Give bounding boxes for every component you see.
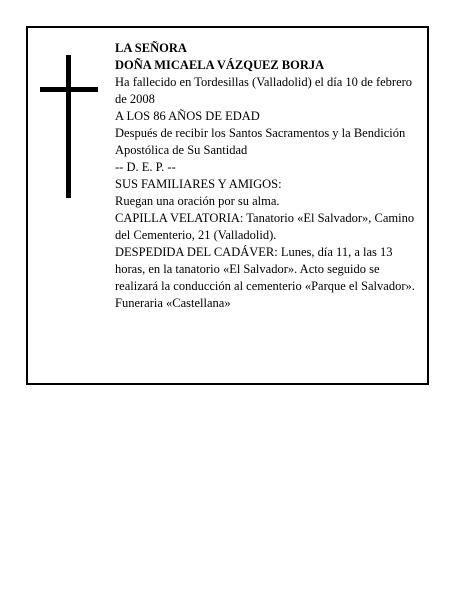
dep-line: -- D. E. P. -- — [115, 160, 176, 174]
cross-horizontal-bar — [40, 87, 98, 92]
funeral-home-line: Funeraria «Castellana» — [115, 296, 231, 310]
prayer-line: Ruegan una oración por su alma. — [115, 194, 280, 208]
cross-vertical-bar — [66, 55, 71, 198]
chapel-line: CAPILLA VELATORIA: Tanatorio «El Salvador», Camino del Cementerio, 21 (Valladolid). — [115, 211, 415, 242]
age-line: A LOS 86 AÑOS DE EDAD — [115, 109, 260, 123]
notice-title-line-1: LA SEÑORA — [115, 41, 187, 55]
farewell-line: DESPEDIDA DEL CADÁVER: Lunes, día 11, a las 13 horas, en la tanatorio «El Salvador». Acto seguido se realizará la conducción al cementerio «Parque el Salvador». — [115, 245, 415, 293]
notice-text — [115, 40, 421, 312]
latin-cross-icon — [40, 55, 98, 198]
family-line: SUS FAMILIARES Y AMIGOS: — [115, 177, 282, 191]
obituary-notice — [26, 26, 429, 385]
deceased-name: DOÑA MICAELA VÁZQUEZ BORJA — [115, 58, 325, 72]
death-info: Ha fallecido en Tordesillas (Valladolid) el día 10 de febrero de 2008 — [115, 75, 413, 106]
sacraments-line: Después de recibir los Santos Sacramentos y la Bendición Apostólica de Su Santidad — [115, 126, 406, 157]
